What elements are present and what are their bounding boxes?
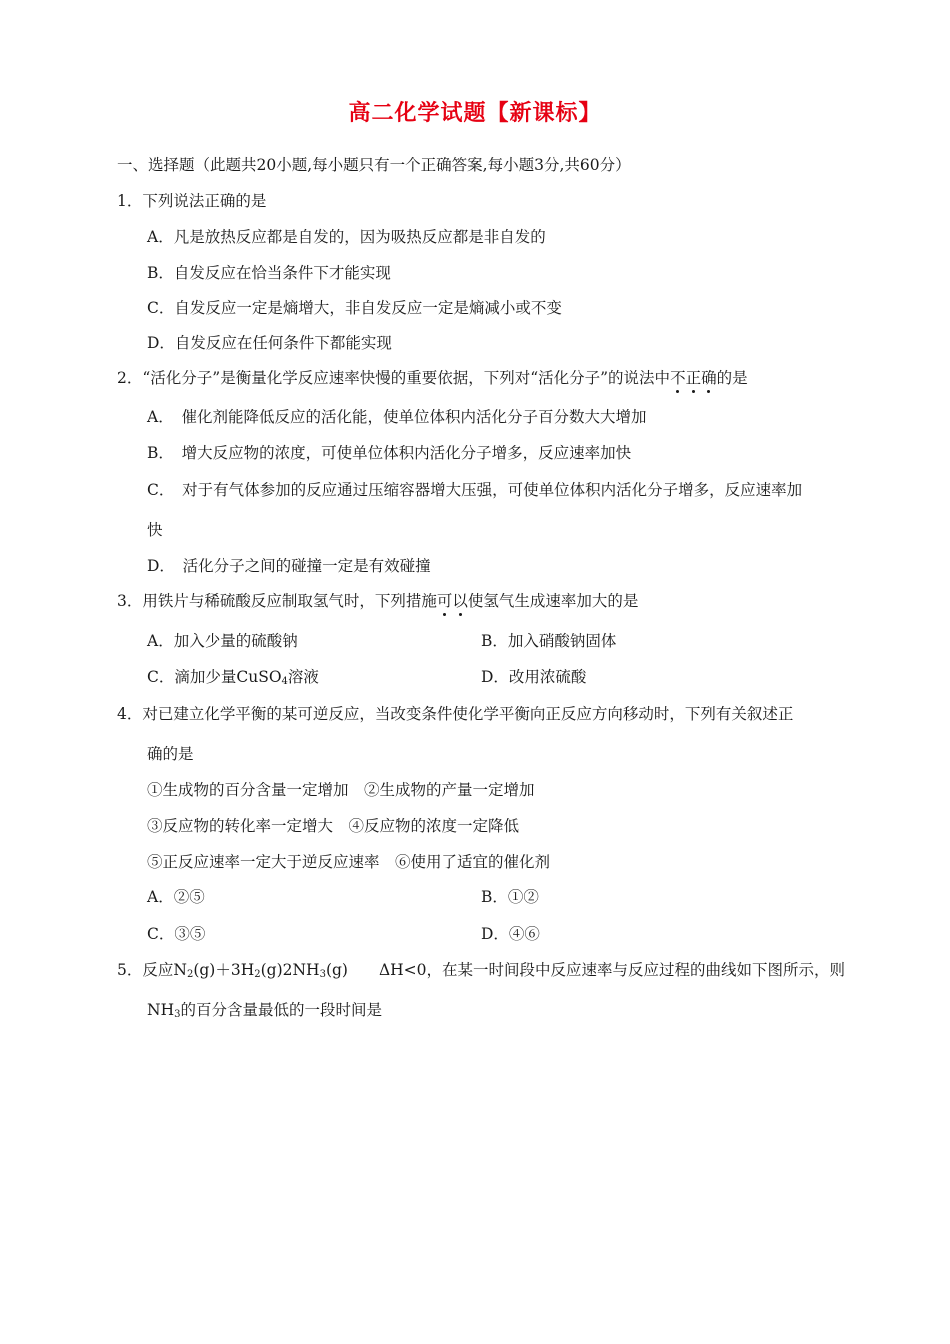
q4-stem: 4．对已建立化学平衡的某可逆反应，当改变条件使化学平衡向正反应方向移动时，下列有关叙述正 — [117, 705, 794, 723]
q5-text: 5．反应N — [117, 961, 187, 979]
subscript: 3 — [174, 1009, 181, 1020]
q4-statements-1: ①生成物的百分含量一定增加 ②生成物的产量一定增加 — [147, 781, 535, 799]
subscript: 2 — [186, 969, 194, 980]
q5-text: (g) ΔH<0，在某一时间段中反应速率与反应过程的曲线如下图所示，则 — [325, 961, 846, 979]
subscript: 4 — [281, 676, 288, 687]
q1-option-c: C．自发反应一定是熵增大，非自发反应一定是熵减小或不变 — [147, 299, 562, 317]
q5-stem-continued — [147, 1000, 382, 1020]
q1-option-d: D．自发反应在任何条件下都能实现 — [147, 334, 392, 352]
subscript: 2 — [254, 969, 261, 980]
q1-option-a: A．凡是放热反应都是自发的，因为吸热反应都是非自发的 — [147, 228, 546, 246]
q5-text: (g)2NH — [260, 961, 320, 979]
q2-option-d: D． 活化分子之间的碰撞一定是有效碰撞 — [147, 557, 431, 575]
q4-option-b: B．①② — [481, 888, 539, 906]
section-heading: 一、选择题（此题共20小题,每小题只有一个正确答案,每小题3分,共60分） — [117, 156, 631, 174]
q3-option-a: A．加入少量的硫酸钠 — [147, 632, 298, 650]
q2-emphasis-char: 确 — [701, 369, 717, 387]
q4-option-c: C．③⑤ — [147, 925, 206, 943]
q2-option-b: B． 增大反应物的浓度，可使单位体积内活化分子增多，反应速率加快 — [147, 444, 632, 462]
q2-emphasis-char: 不 — [670, 369, 686, 387]
q3-stem-text: 3．用铁片与稀硫酸反应制取氢气时，下列措施 — [117, 592, 437, 610]
q4-statements-2: ③反应物的转化率一定增大 ④反应物的浓度一定降低 — [147, 817, 520, 835]
q4-option-a: A．②⑤ — [147, 888, 205, 906]
q4-stem-continued: 确的是 — [147, 745, 194, 763]
q3-option-c-text: C．滴加少量CuSO — [147, 668, 282, 686]
q3-option-b: B．加入硝酸钠固体 — [481, 632, 617, 650]
q2-option-c: C． 对于有气体参加的反应通过压缩容器增大压强，可使单位体积内活化分子增多，反应速率加 — [147, 481, 803, 499]
q2-stem-tail: 的是 — [716, 369, 748, 387]
page-title: 高二化学试题【新课标】 — [348, 100, 602, 126]
q2-stem — [117, 368, 748, 388]
q1-option-b: B．自发反应在恰当条件下才能实现 — [147, 264, 391, 282]
q3-option-c — [147, 667, 319, 687]
q2-option-a: A． 催化剂能降低反应的活化能，使单位体积内活化分子百分数大大增加 — [147, 408, 647, 426]
q2-option-c-continued: 快 — [147, 521, 163, 539]
q3-stem — [117, 591, 638, 611]
q3-option-c-tail: 溶液 — [287, 668, 319, 686]
q3-emphasis-char: 可 — [436, 592, 453, 610]
q4-statements-3: ⑤正反应速率一定大于逆反应速率 ⑥使用了适宜的催化剂 — [147, 853, 551, 871]
q1-stem: 1．下列说法正确的是 — [117, 192, 267, 210]
q2-stem-text: 2．“活化分子”是衡量化学反应速率快慢的重要依据，下列对“活化分子”的说法中 — [117, 369, 671, 387]
q3-option-d: D．改用浓硫酸 — [481, 668, 587, 686]
q3-stem-tail: 使氢气生成速率加大的是 — [467, 592, 639, 610]
subscript: 3 — [319, 969, 326, 980]
q4-option-d: D．④⑥ — [481, 925, 540, 943]
q5-text: NH — [147, 1001, 175, 1019]
q3-emphasis-char: 以 — [452, 592, 468, 610]
q5-text: 的百分含量最低的一段时间是 — [180, 1001, 382, 1019]
q5-text: (g)＋3H — [193, 961, 255, 979]
q2-emphasis-char: 正 — [685, 369, 702, 387]
q5-stem — [117, 960, 845, 980]
